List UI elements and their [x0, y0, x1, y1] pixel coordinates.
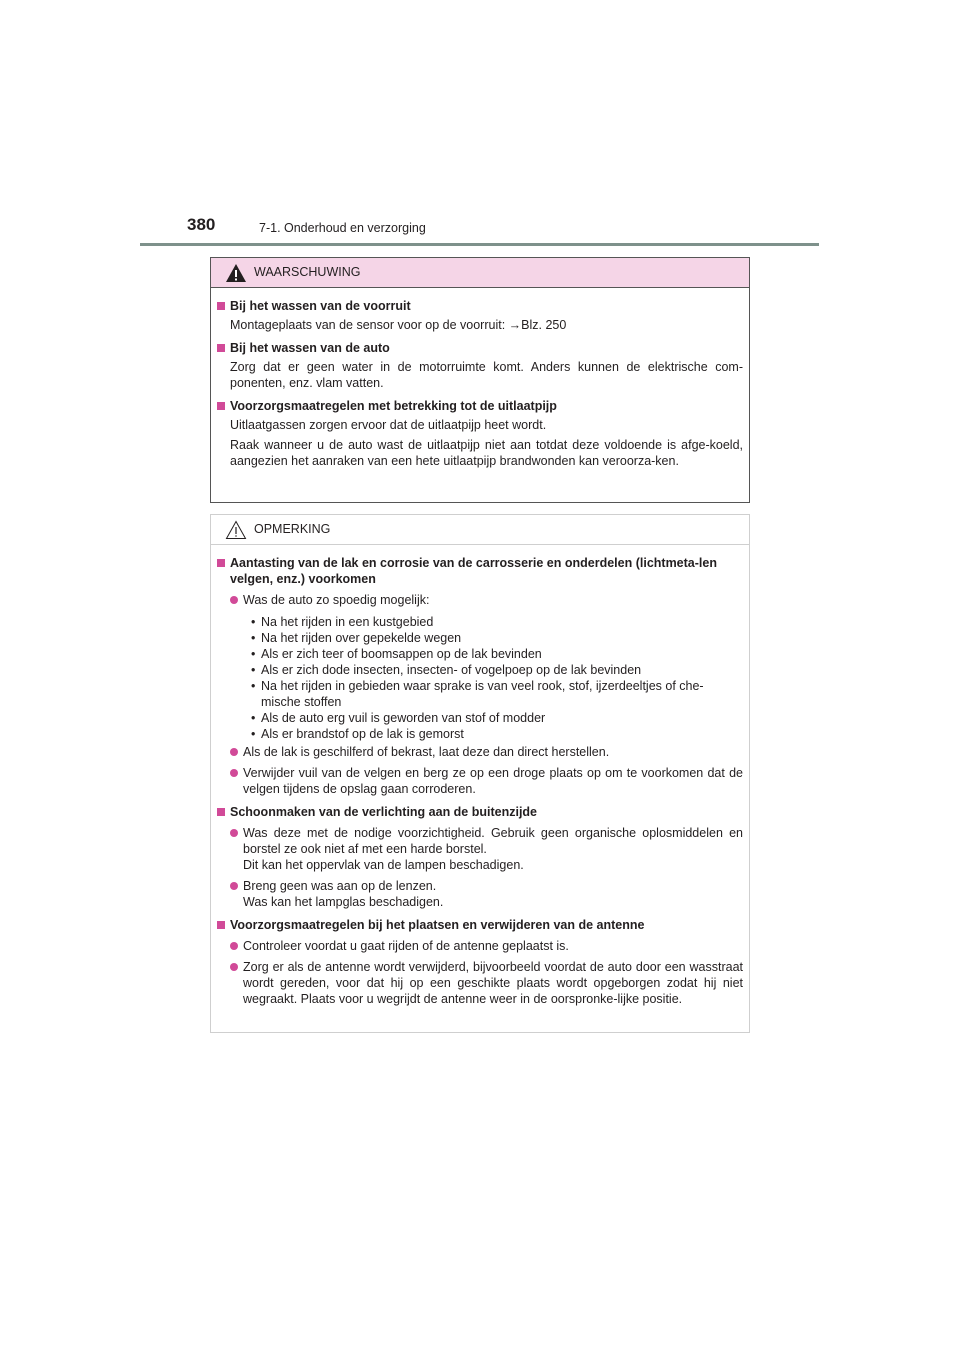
note-sub-item: • Als er zich dode insecten, insecten- of vogelpoep op de lak bevinden: [251, 663, 642, 677]
section-title: 7-1. Onderhoud en verzorging: [259, 221, 426, 235]
note-sub-item: • Na het rijden in gebieden waar sprake is van veel rook, stof, ijzerdeeltjes of che-mische stoffen: [251, 679, 704, 709]
note-bullet: Was de auto zo spoedig mogelijk:: [217, 592, 743, 608]
note-title: OPMERKING: [254, 522, 331, 536]
warning-title: WAARSCHUWING: [254, 265, 361, 279]
square-bullet-icon: [217, 302, 225, 310]
warning-item-text: Uitlaatgassen zorgen ervoor dat de uitlaatpijp heet wordt.: [230, 418, 547, 432]
note-sub-item: • Na het rijden in een kustgebied: [251, 615, 434, 629]
round-bullet-icon: [230, 942, 238, 950]
square-bullet-icon: [217, 559, 225, 567]
round-bullet-icon: [230, 596, 238, 604]
warning-item-text: Zorg dat er geen water in de motorruimte komt. Anders kunnen de elektrische com-ponenten, enz. vlam vatten.: [230, 360, 743, 390]
square-bullet-icon: [217, 344, 225, 352]
note-box: [210, 514, 750, 1033]
round-bullet-icon: [230, 769, 238, 777]
round-bullet-icon: [230, 748, 238, 756]
note-section-heading: Schoonmaken van de verlichting aan de buitenzijde: [217, 804, 743, 820]
note-bullet: Verwijder vuil van de velgen en berg ze op een droge plaats op om te voorkomen dat de velgen tijdens de opslag gaan corroderen.: [217, 765, 743, 797]
note-bullet: Zorg er als de antenne wordt verwijderd, bijvoorbeeld voordat de auto door een wasstraat wordt gereden, voor dat hij op een geschikte plaats wordt opgeborgen zodat hij niet wegraakt. Plaats voor u wegrijdt de antenne weer in de oorspronke-lijke positie.: [217, 959, 743, 1007]
note-section-heading: Aantasting van de lak en corrosie van de carrosserie en onderdelen (lichtmeta-len velgen, enz.) voorkomen: [217, 555, 743, 587]
note-section-heading: Voorzorgsmaatregelen bij het plaatsen en verwijderen van de antenne: [217, 917, 743, 933]
note-header: [211, 515, 749, 545]
note-bullet: Breng geen was aan op de lenzen. Was kan het lampglas beschadigen.: [217, 878, 743, 910]
round-bullet-icon: [230, 963, 238, 971]
note-sub-item: • Als er brandstof op de lak is gemorst: [251, 727, 464, 741]
note-sub-item: • Na het rijden over gepekelde wegen: [251, 631, 462, 645]
round-bullet-icon: [230, 882, 238, 890]
warning-header: [211, 258, 749, 288]
warning-item-text: Montageplaats van de sensor voor op de voorruit: →Blz. 250: [230, 318, 567, 332]
header-rule: [140, 243, 819, 246]
square-bullet-icon: [217, 402, 225, 410]
note-sub-item: • Als de auto erg vuil is geworden van stof of modder: [251, 711, 546, 725]
square-bullet-icon: [217, 921, 225, 929]
warning-triangle-icon: [225, 263, 247, 283]
warning-body: [211, 288, 749, 469]
note-bullet: Was deze met de nodige voorzichtigheid. Gebruik geen organische oplosmiddelen en borstel ze ook niet af met een harde borstel. Dit kan het oppervlak van de lampen beschadigen.: [217, 825, 743, 873]
caution-triangle-icon: [225, 520, 247, 540]
warning-item-heading: Voorzorgsmaatregelen met betrekking tot de uitlaatpijp: [217, 398, 743, 414]
note-bullet: Controleer voordat u gaat rijden of de antenne geplaatst is.: [217, 938, 743, 954]
warning-box: [210, 257, 750, 503]
note-bullet: Als de lak is geschilferd of bekrast, laat deze dan direct herstellen.: [217, 744, 743, 760]
warning-item-text: Raak wanneer u de auto wast de uitlaatpijp niet aan totdat deze voldoende is afge-koeld, aangezien het aanraken van een hete uitlaatpijp brandwonden kan veroorza-ken.: [230, 438, 743, 468]
page-number: 380: [187, 215, 216, 234]
warning-item-heading: Bij het wassen van de auto: [217, 340, 743, 356]
square-bullet-icon: [217, 808, 225, 816]
note-sub-list: [217, 614, 743, 742]
round-bullet-icon: [230, 829, 238, 837]
note-sub-item: • Als er zich teer of boomsappen op de lak bevinden: [251, 647, 542, 661]
note-body: [211, 545, 749, 1007]
warning-item-heading: Bij het wassen van de voorruit: [217, 298, 743, 314]
